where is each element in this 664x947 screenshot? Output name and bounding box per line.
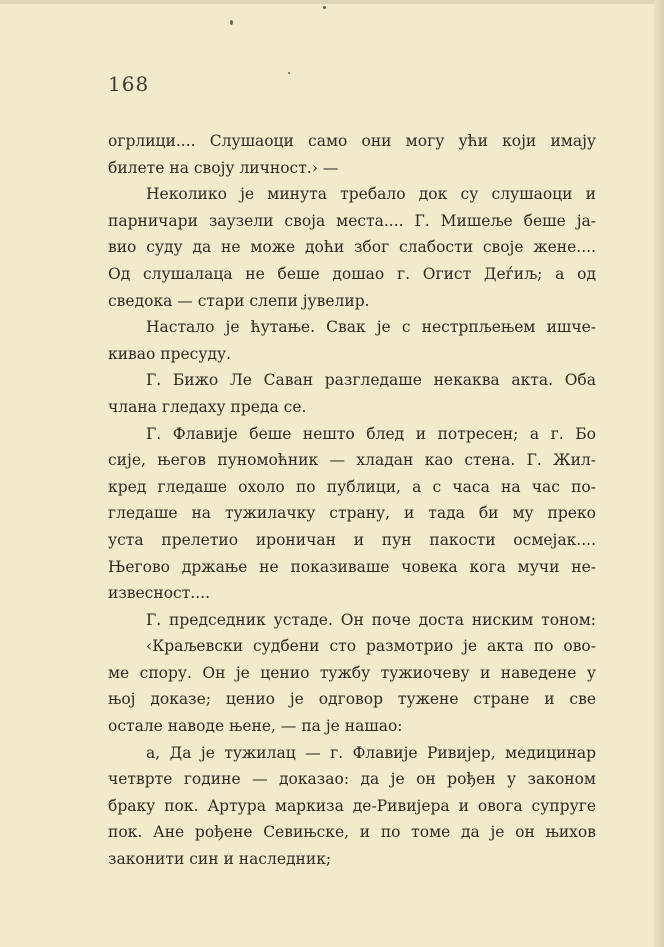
text-line: Неколико је минута требало док су слушаоци и	[146, 185, 596, 204]
text-line: извесност....	[108, 584, 210, 603]
text-line: билете на своју личност.› —	[108, 158, 339, 177]
text-line: Г. Бижо Ле Саван разгледаше некаква акта. Оба	[146, 371, 596, 390]
text-line: Г. Флавије беше нешто блед и потресен; а г. Бо	[146, 424, 596, 443]
text-line: браку пок. Артура маркиза де-Ривијера и овога супруге	[108, 796, 596, 815]
text-line: остале наводе њене, — па је нашао:	[108, 717, 403, 736]
text-line: законити син и наследник;	[108, 850, 332, 869]
ink-speck	[323, 6, 326, 9]
text-line: члана гледаху преда се.	[108, 397, 307, 416]
text-line: парничари заузели своја места.... Г. Мишеље беше ја-	[108, 211, 596, 230]
page-number: 168	[108, 72, 150, 96]
ink-speck	[230, 20, 233, 25]
body-text	[108, 128, 596, 873]
text-line: кивао пресуду.	[108, 344, 232, 363]
text-line: сведока — стари слепи јувелир.	[108, 291, 370, 310]
text-line: Његово држање не показиваше човека кога мучи не-	[108, 557, 596, 576]
ink-speck	[288, 72, 290, 74]
text-line: а, Да је тужилац — г. Флавије Ривијер, медицинар	[146, 743, 596, 762]
text-line: огрлици.... Слушаоци само они могу ући који имају	[108, 132, 596, 150]
text-line: гледаше на тужилачку страну, и тада би му преко	[108, 504, 596, 523]
text-line: пок. Ане рођене Севињске, и по томе да је он њихов	[108, 823, 596, 842]
text-line: ‹Краљевски судбени сто размотрио је акта по ово-	[146, 637, 596, 656]
page-top-edge	[0, 0, 664, 4]
text-line: сије, његов пуномоћник — хладан као стена. Г. Жил-	[108, 451, 596, 470]
text-line: кред гледаше охоло по публици, а с часа на час по-	[108, 477, 596, 496]
text-line: Од слушалаца не беше дошао г. Огист Деѓиљ; а од	[108, 264, 596, 283]
text-line: ме спору. Он је ценио тужбу тужиочеву и наведене у	[108, 663, 596, 682]
text-line: њој доказе; ценио је одговор тужене стране и све	[108, 690, 596, 709]
text-line: Настало је ћутање. Свак је с нестрпљењем ишче-	[146, 318, 596, 337]
text-line: вио суду да не може доћи због слабости своје жене....	[108, 238, 596, 257]
text-line: четврте године — доказао: да је он рођен у законом	[108, 770, 596, 789]
text-line: Г. председник устаде. Он поче доста ниским тоном:	[146, 610, 596, 629]
page-right-edge	[654, 0, 664, 947]
text-line: уста прелетио ироничан и пун пакости осмејак....	[108, 530, 596, 549]
